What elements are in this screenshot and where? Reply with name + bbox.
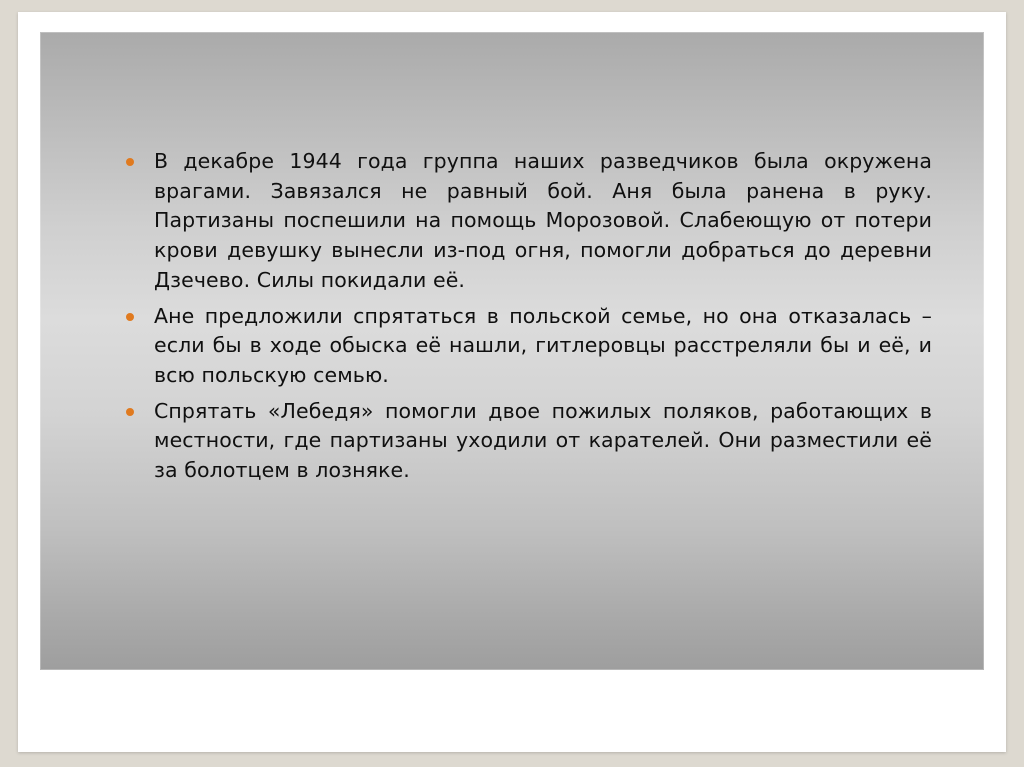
list-item <box>112 147 932 296</box>
bullet-text: Спрятать «Лебедя» помогли двое пожилых поляков, работающих в местности, где партизаны уходили от карателей. Они разместили её за болотцем в лозняке. <box>154 398 932 483</box>
slide-canvas <box>40 32 984 670</box>
list-item <box>112 397 932 486</box>
slide-content <box>112 147 932 492</box>
list-item <box>112 302 932 391</box>
bullet-text: В декабре 1944 года группа наших разведчиков была окружена врагами. Завязался не равный бой. Аня была ранена в руку. Партизаны поспешили на помощь Морозовой. Слабеющую от потери крови девушку вынесли из-под огня, помогли добраться до деревни Дзечево. Силы покидали её. <box>154 149 932 292</box>
bullet-text: Ане предложили спрятаться в польской семье, но она отказалась – если бы в ходе обыска её нашли, гитлеровцы расстреляли бы и её, и всю польскую семью. <box>154 303 932 388</box>
bullet-list <box>112 147 932 486</box>
slide-card <box>18 12 1006 752</box>
